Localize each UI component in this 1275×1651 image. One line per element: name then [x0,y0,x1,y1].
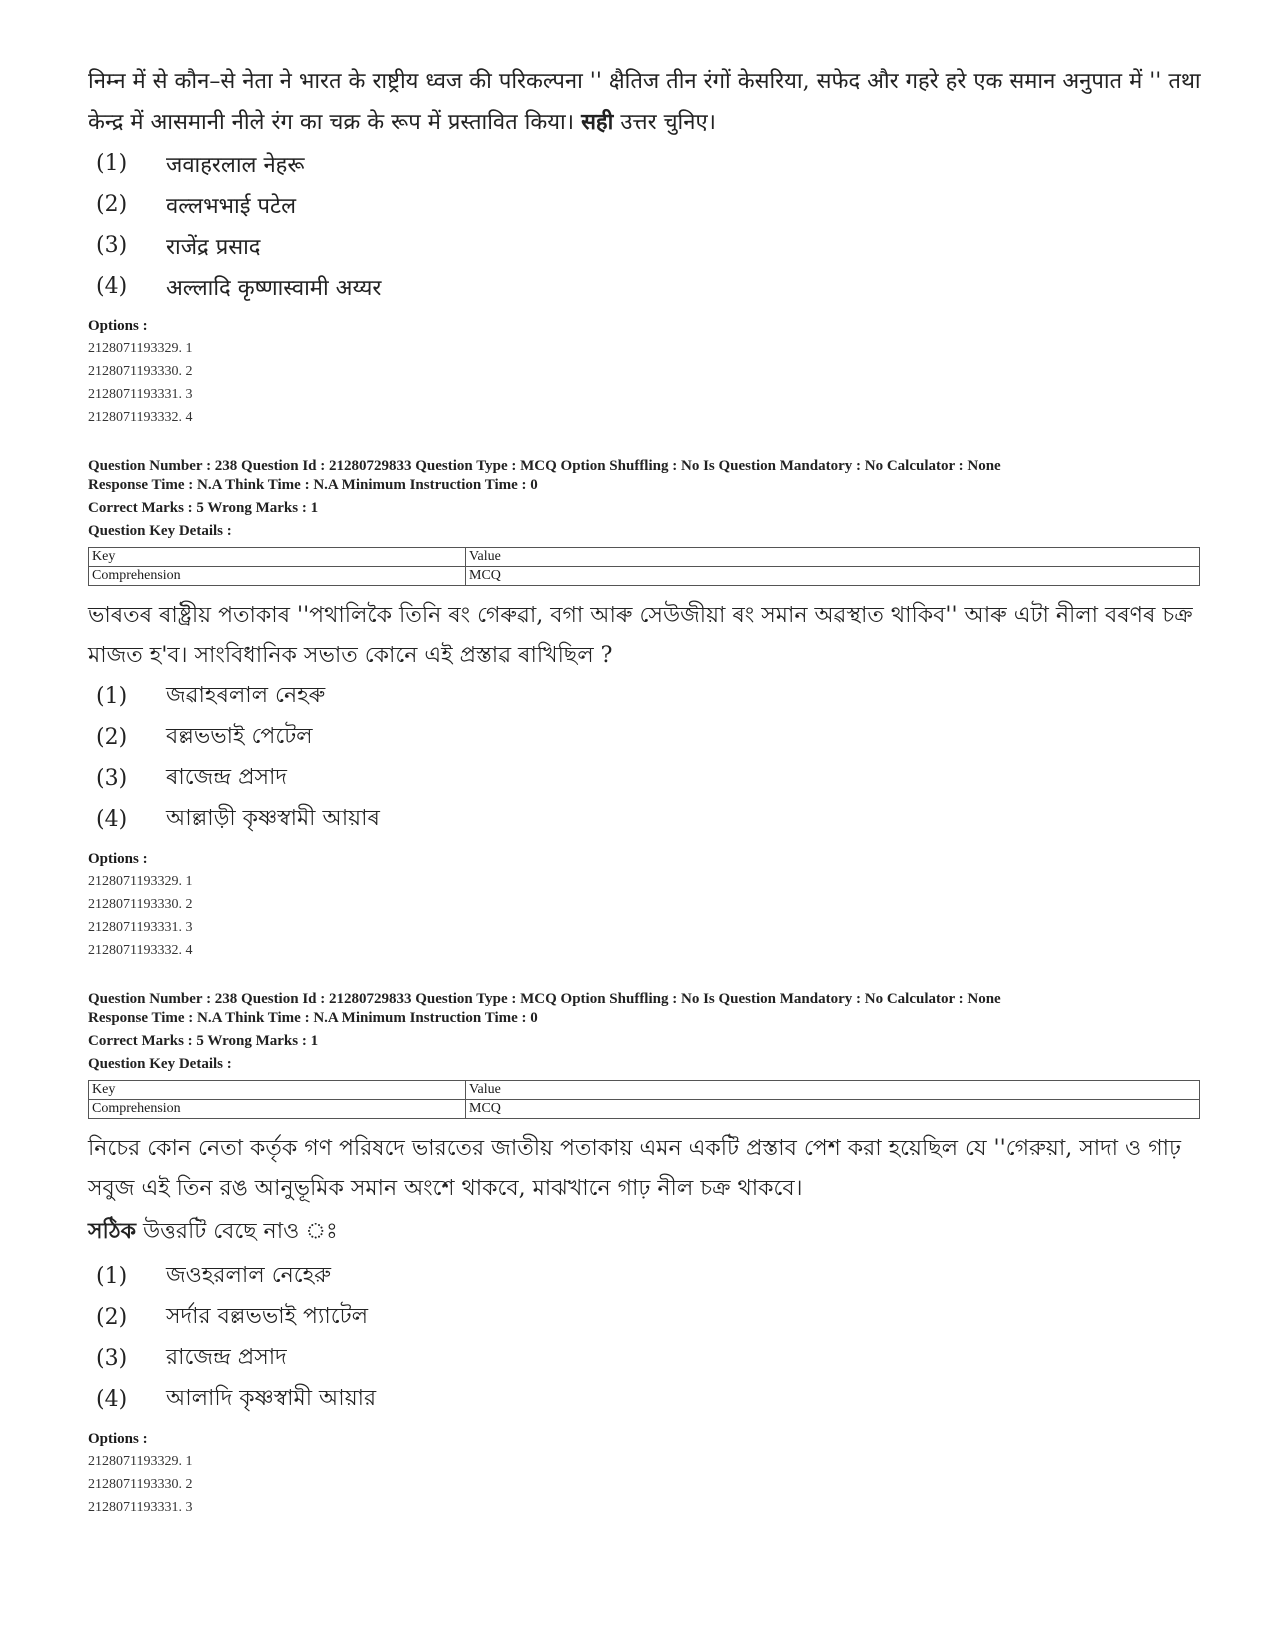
options-label: Options : [88,318,148,334]
option-number: (3) [96,1346,128,1371]
key-details-label: Question Key Details : [88,523,232,539]
option-item [88,1379,1208,1420]
instruction-text: उत्तर चुनिए। [613,110,716,135]
table-cell: MCQ [466,1100,1200,1119]
option-number: (2) [96,1305,128,1330]
key-value-table [88,1080,1200,1119]
option-item [88,143,1208,184]
option-text: সর্দার বল্লভভাই প্যাটেল [166,1304,368,1329]
table-cell: MCQ [466,567,1200,586]
option-number: (1) [96,1264,128,1289]
meta-line: Response Time : N.A Think Time : N.A Minimum Instruction Time : 0 [88,477,538,493]
marks-line: Correct Marks : 5 Wrong Marks : 1 [88,1033,319,1049]
option-list [88,676,1208,840]
option-text: বল্লভভাই পেটেল [166,724,313,749]
option-id: 2128071193332. 4 [88,410,193,425]
table-cell: Value [466,548,1200,567]
option-id: 2128071193329. 1 [88,1454,193,1469]
option-text: জওহরলাল নেহেরু [166,1263,332,1288]
option-text: আলাদি কৃষ্ণস্বামী আয়ার [166,1386,377,1411]
question-text [88,62,1208,143]
option-item [88,1297,1208,1338]
meta-line: Response Time : N.A Think Time : N.A Minimum Instruction Time : 0 [88,1010,538,1026]
key-value-table [88,547,1200,586]
option-item [88,717,1208,758]
option-id: 2128071193331. 3 [88,920,193,935]
option-id: 2128071193331. 3 [88,387,193,402]
option-text: वल्लभभाई पटेल [166,193,296,219]
table-header-row [89,1081,1200,1100]
option-text: জৱাহৰলাল নেহৰু [166,683,326,708]
option-id: 2128071193329. 1 [88,874,193,889]
option-item [88,184,1208,225]
option-number: (4) [96,807,128,832]
question-meta [88,990,1208,1074]
question-hindi [88,62,1208,429]
option-id: 2128071193331. 3 [88,1500,193,1515]
option-item [88,799,1208,840]
option-item [88,1338,1208,1379]
table-row [89,1100,1200,1119]
option-id: 2128071193330. 2 [88,1477,193,1492]
option-item [88,225,1208,266]
option-text: राजेंद्र प्रसाद [166,234,261,260]
option-item [88,266,1208,307]
question-text: ভাৰতৰ ৰাষ্ট্ৰীয় পতাকাৰ ''পথালিকৈ তিনি ৰং গেৰুৱা, বগা আৰু সেউজীয়া ৰং সমান অৱস্থাত থাকিব'' আৰু এটা নীলা বৰণৰ চক্ৰ মাজত হ'ব। সাংবিধানিক সভাত কোনে এই প্ৰস্তাৱ ৰাখিছিল ? [88,603,1193,668]
option-text: রাজেন্দ্র প্রসাদ [166,1345,287,1370]
instruction-line [88,1211,1208,1252]
option-item [88,758,1208,799]
option-number: (3) [96,766,128,791]
meta-line: Question Number : 238 Question Id : 21280729833 Question Type : MCQ Option Shuffling : No Is Question Mandatory : No Calculator : None [88,991,1001,1007]
table-cell: Comprehension [89,1100,466,1119]
question-meta [88,457,1208,541]
option-id: 2128071193330. 2 [88,364,193,379]
option-number: (1) [96,151,128,176]
option-item [88,1256,1208,1297]
option-id: 2128071193329. 1 [88,341,193,356]
option-number: (2) [96,192,128,217]
table-row [89,567,1200,586]
option-number: (2) [96,725,128,750]
question-text: নিচের কোন নেতা কর্তৃক গণ পরিষদে ভারতের জাতীয় পতাকায় এমন একটি প্রস্তাব পেশ করা হয়েছিল যে ''গেরুয়া, সাদা ও গাঢ় সবুজ এই তিন রঙ আনুভূমিক সমান অংশে থাকবে, মাঝখানে গাঢ় নীল চক্র থাকবে। [88,1136,1182,1201]
option-number: (1) [96,684,128,709]
option-list [88,143,1208,307]
document-page [88,62,1208,1519]
option-id: 2128071193332. 4 [88,943,193,958]
option-number: (4) [96,274,128,299]
option-number: (4) [96,1387,128,1412]
table-cell: Comprehension [89,567,466,586]
marks-line: Correct Marks : 5 Wrong Marks : 1 [88,500,319,516]
instruction-text: উত্তরটি বেছে নাও ঃ [135,1219,338,1244]
meta-line: Question Number : 238 Question Id : 21280729833 Question Type : MCQ Option Shuffling : No Is Question Mandatory : No Calculator : None [88,458,1001,474]
table-cell: Key [89,1081,466,1100]
option-number: (3) [96,233,128,258]
instruction-bold: सही [581,109,614,135]
option-id: 2128071193330. 2 [88,897,193,912]
options-label: Options : [88,851,148,867]
table-header-row [89,548,1200,567]
key-details-label: Question Key Details : [88,1056,232,1072]
option-text: जवाहरलाल नेहरू [166,152,305,178]
option-text: अल्लादि कृष्णास्वामी अय्यर [166,275,382,301]
question-assamese [88,457,1208,962]
table-cell: Value [466,1081,1200,1100]
question-body: निम्न में से कौन–से नेता ने भारत के राष्ट्रीय ध्वज की परिकल्पना '' क्षैतिज तीन रंगों केसरिया, सफेद और गहरे हरे एक समान अनुपात में '' तथा केन्द्र में आसमानी नीले रंग का चक्र के रूप में प्रस्तावित किया। [88,69,1201,135]
option-text: ৰাজেন্দ্ৰ প্ৰসাদ [166,765,287,790]
table-cell: Key [89,548,466,567]
option-text: আল্লাড়ী কৃষ্ণস্বামী আয়াৰ [166,806,380,831]
options-label: Options : [88,1431,148,1447]
question-bengali [88,990,1208,1519]
option-item [88,676,1208,717]
option-list [88,1256,1208,1420]
instruction-bold: সঠিক [88,1218,136,1244]
